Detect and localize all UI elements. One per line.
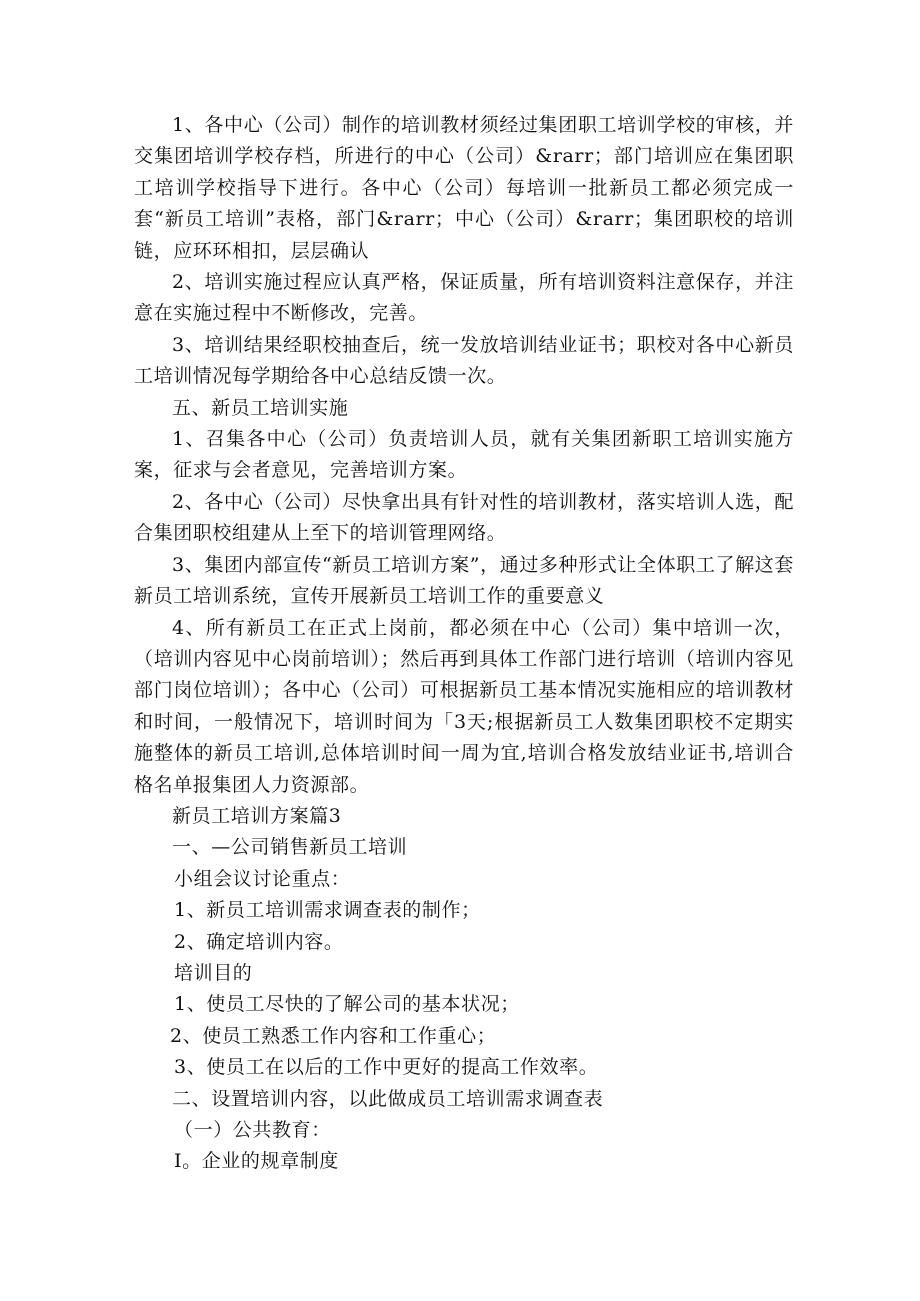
- document-body: [134, 110, 794, 1178]
- list-item-regulations: I。企业的规章制度: [174, 1150, 339, 1173]
- paragraph-7: 4、所有新员工在正式上岗前，都必须在中心（公司）集中培训一次，（培训内容见中心岗前培训）；然后再到具体工作部门进行培训（培训内容见部门岗位培训）；各中心（公司）可根据新员工基本情况实施相应的培训教材和时间，一般情况下，培训时间为「3天;根据新员工人数集团职校不定期实施整体的新员工培训,总体培训时间一周为宜,培训合格发放结业证书,培训合格名单报集团人力资源部。: [134, 616, 794, 796]
- section-heading-2: 二、设置培训内容，以此做成员工培训需求调查表: [172, 1087, 604, 1110]
- purpose-item-1: 1、使员工尽快的了解公司的基本状况；: [174, 993, 520, 1016]
- paragraph-4: 1、召集各中心（公司）负责培训人员，就有关集团新职工培训实施方案，征求与会者意见，完善培训方案。: [134, 428, 794, 482]
- purpose-item-3: 3、使员工在以后的工作中更好的提高工作效率。: [174, 1056, 599, 1079]
- discussion-item-1: 1、新员工培训需求调查表的制作；: [174, 899, 481, 922]
- purpose-item-2: 2、使员工熟悉工作内容和工作重心；: [170, 1024, 497, 1047]
- paragraph-3: 3、培训结果经职校抽查后，统一发放培训结业证书；职校对各中心新员工培训情况每学期给各中心总结反馈一次。: [134, 333, 794, 388]
- section-heading-5: 五、新员工培训实施: [172, 396, 349, 419]
- paragraph-2: 2、培训实施过程应认真严格，保证质量，所有培训资料注意保存，并注意在实施过程中不断修改，完善。: [134, 271, 794, 325]
- subsection-heading-1: （一）公共教育：: [174, 1119, 331, 1141]
- discussion-item-2: 2、确定培训内容。: [174, 930, 344, 953]
- section-heading-1: 一、—公司销售新员工培训: [172, 836, 408, 859]
- plan-title: 新员工培训方案篇3: [172, 804, 342, 827]
- discussion-heading: 小组会议讨论重点：: [174, 867, 351, 890]
- purpose-heading: 培训目的: [174, 961, 253, 984]
- paragraph-1: 1、各中心（公司）制作的培训教材须经过集团职工培训学校的审核，并交集团培训学校存档，所进行的中心（公司）&rarr；部门培训应在集团职工培训学校指导下进行。各中心（公司）每培训一批新员工都必须完成一套“新员工培训”表格，部门&rarr；中心（公司）&rarr；集团职校的培训链，应环环相扣，层层确认: [134, 114, 794, 262]
- paragraph-5: 2、各中心（公司）尽快拿出具有针对性的培训教材，落实培训人选，配合集团职校组建从上至下的培训管理网络。: [134, 490, 794, 545]
- paragraph-6: 3、集团内部宣传“新员工培训方案”，通过多种形式让全体职工了解这套新员工培训系统，宣传开展新员工培训工作的重要意义: [134, 553, 794, 608]
